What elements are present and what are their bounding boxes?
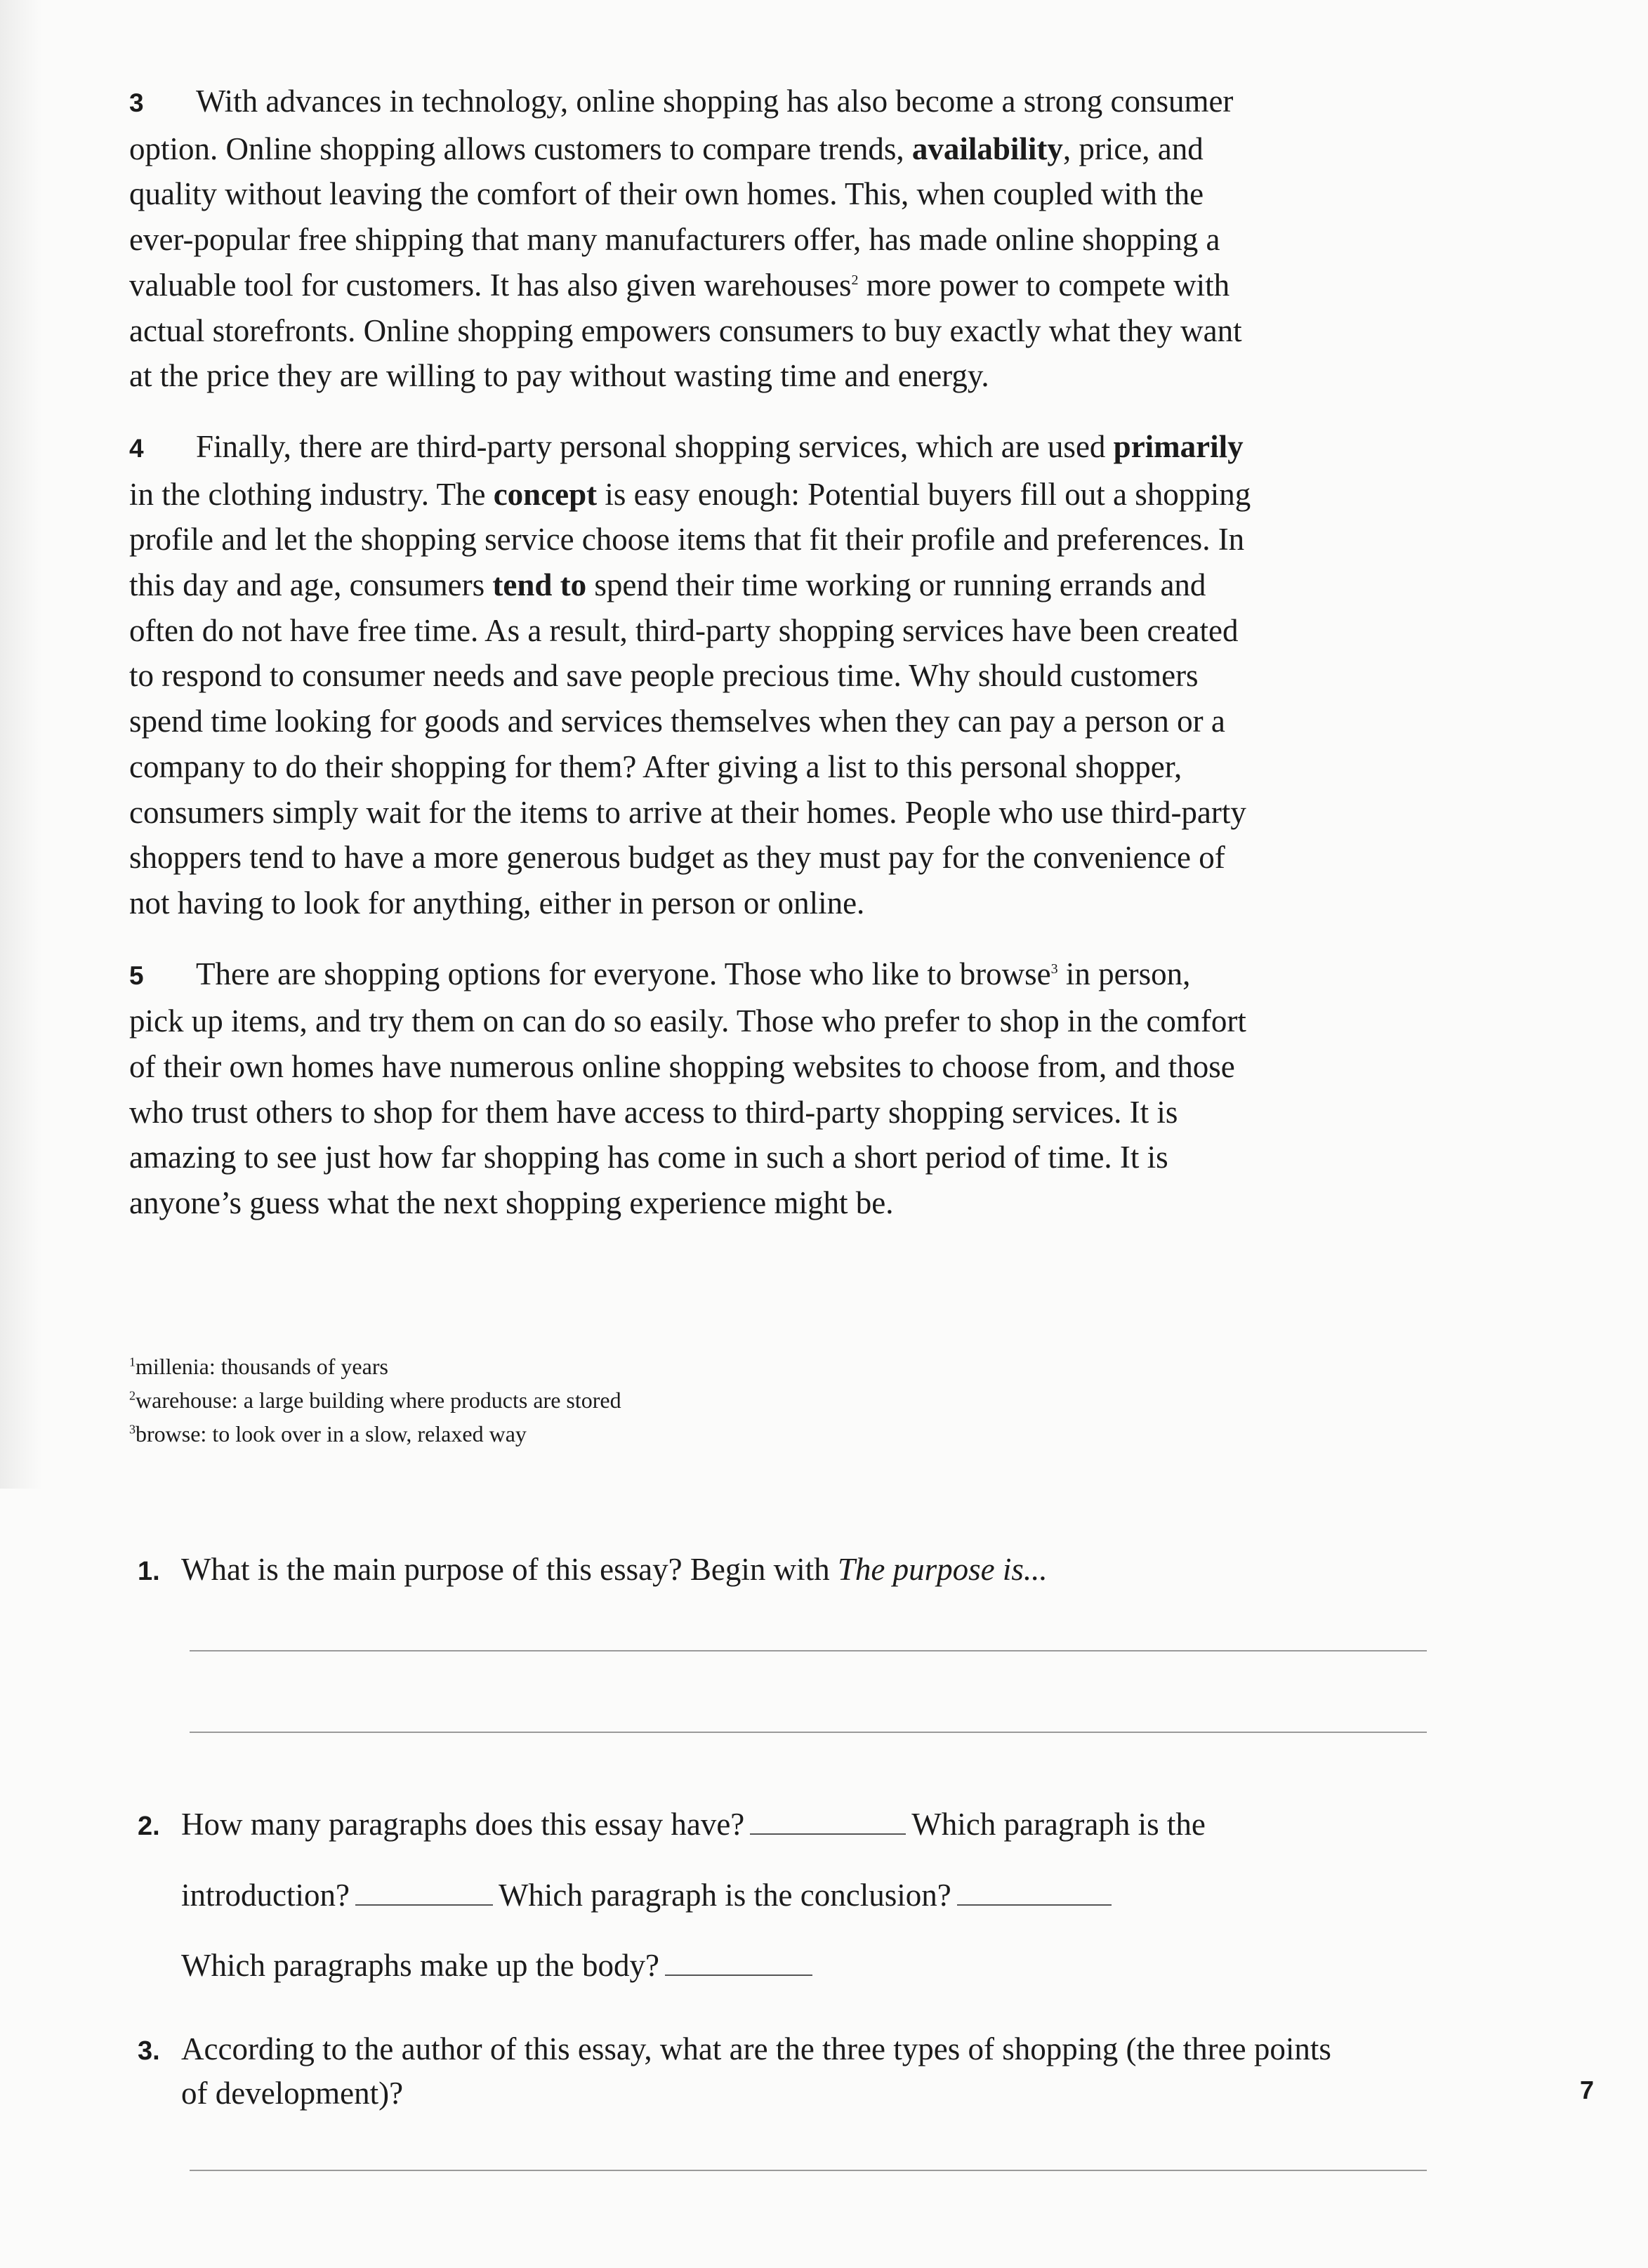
question-1: 1. What is the main purpose of this essay? Begin with The purpose is... [138, 1548, 1437, 1593]
blank-introduction[interactable] [355, 1873, 493, 1906]
answer-line-1a[interactable] [190, 1650, 1427, 1651]
footnote-3: $^3$browse: to look over in a slow, relaxed way [129, 1421, 527, 1446]
question-3: 3. According to the author of this essay, what are the three types of shopping (the three points of development)? [138, 2031, 1331, 2111]
question-2-line-2: introduction? Which paragraph is the conclusion? [138, 1873, 1437, 1917]
paragraph-number: 3 [129, 88, 144, 117]
question-number: 1. [138, 1557, 160, 1586]
question-2-line-3: Which paragraphs make up the body? [138, 1944, 1437, 1987]
answer-line-3a[interactable] [190, 2170, 1427, 2171]
vocab-concept: concept [493, 476, 598, 512]
vocab-availability: availability [911, 131, 1063, 166]
footnote-ref: 3 [1050, 961, 1058, 977]
page-edge-shadow [0, 0, 42, 1489]
vocab-tend-to: tend to [492, 567, 587, 603]
question-number: 2. [138, 1812, 160, 1841]
page-number: 7 [1580, 2076, 1595, 2104]
blank-conclusion[interactable] [957, 1873, 1112, 1906]
answer-line-1b[interactable] [190, 1732, 1427, 1733]
question-2-line-1: 2. How many paragraphs does this essay have? Which paragraph is the [138, 1802, 1437, 1848]
essay-body [129, 79, 1253, 1226]
footnotes [129, 1350, 972, 1451]
paragraph-number: 5 [129, 961, 144, 990]
paragraph-5: 5 There are shopping options for everyone. Those who like to browse$^3$ in person, pick up items, and try them on can do so easily. Those who prefer to shop in the comfort of their own homes have numerous online shopping websites to choose from, and those who trust others to shop for them have access to third-party shopping services. It is amazing to see just how far shopping has come in such a short period of time. It is anyone’s guess what the next shopping experience might be. [129, 951, 1253, 1226]
footnote-ref: 2 [851, 272, 859, 288]
blank-body[interactable] [665, 1944, 812, 1976]
vocab-primarily: primarily [1113, 428, 1244, 464]
footnote-1: $^1$millenia: thousands of years [129, 1354, 388, 1379]
paragraph-number: 4 [129, 433, 144, 463]
blank-paragraph-count[interactable] [750, 1802, 906, 1835]
question-2 [138, 1802, 1437, 1987]
footnote-2: $^2$warehouse: a large building where products are stored [129, 1387, 621, 1413]
paragraph-3: 3 With advances in technology, online shopping has also become a strong consumer option. Online shopping allows customers to compare trends, availability, price, and quality without leaving the comfort of their own homes. This, when coupled with the ever-popular free shipping that many manufacturers offer, has made online shopping a valuable tool for customers. It has also given warehouses$^2$ more power to compete with actual storefronts. Online shopping empowers consumers to buy exactly what they want at the price they are willing to pay without wasting time and energy. [129, 79, 1253, 399]
paragraph-4: 4 Finally, there are third-party personal shopping services, which are used primarily in the clothing industry. The concept is easy enough: Potential buyers fill out a shopping profile and let the shopping service choose items that fit their profile and preferences. In this day and age, consumers tend to spend their time working or running errands and often do not have free time. As a result, third-party shopping services have been created to respond to consumer needs and save people precious time. Why should customers spend time looking for goods and services themselves when they can pay a person or a company to do their shopping for them? After giving a list to this personal shopper, consumers simply wait for the items to arrive at their homes. People who use third-party shoppers tend to have a more generous budget as they must pay for the convenience of not having to look for anything, either in person or online. [129, 424, 1253, 926]
question-number: 3. [138, 2036, 160, 2066]
